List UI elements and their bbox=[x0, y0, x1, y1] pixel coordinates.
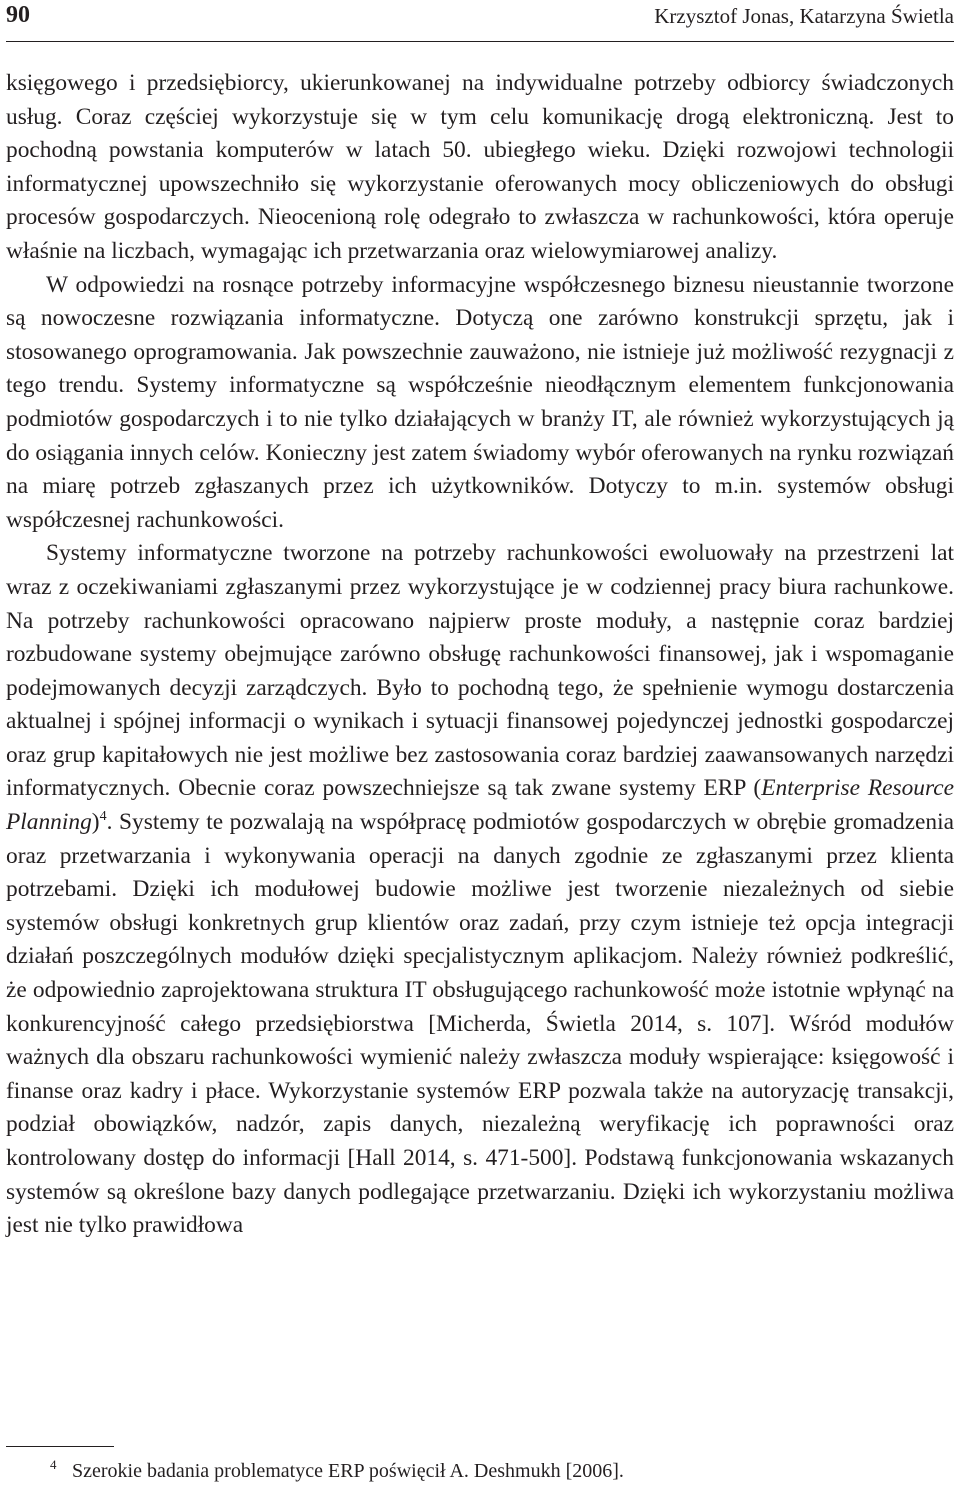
paragraph-text: ) bbox=[91, 809, 100, 836]
page-number: 90 bbox=[6, 2, 30, 28]
paragraph bbox=[6, 269, 954, 538]
footnote-number: 4 bbox=[50, 1457, 57, 1472]
footnote-divider bbox=[6, 1446, 114, 1447]
body-text bbox=[6, 67, 954, 1243]
header-divider bbox=[6, 41, 954, 42]
paragraph-text: W odpowiedzi na rosnące potrzeby informacyjne współczesnego biznesu nieustannie tworzone są nowoczesne rozwiązania informatyczne. Dotyczą one zarówno konstrukcji sprzętu, jak i stosowanego oprogramowania. Jak powszechnie zauważono, nie istnieje już możliwość rezygnacji z tego trendu. Systemy informatyczne są współcześnie nieodłącznym elementem funkcjonowania podmiotów gospodarczych i to nie tylko działających w branży IT, ale również wykorzystujących ją do osiągania innych celów. Konieczny jest zatem świadomy wybór oferowanych na rynku rozwiązań na miarę potrzeb zgłaszanych przez ich użytkowników. Dotyczy to m.in. systemów obsługi współczesnej rachunkowości. bbox=[6, 271, 954, 533]
footnote-reference: 4 bbox=[99, 809, 107, 825]
page-header bbox=[6, 0, 954, 36]
paragraph bbox=[6, 537, 954, 1242]
paragraph-text: Systemy informatyczne tworzone na potrzeby rachunkowości ewoluowały na przestrzeni lat wraz z oczekiwaniami zgłaszanymi przez wykorzystujące je w codziennej pracy biura rachunkowe. Na potrzeby rachunkowości opracowano najpierw proste moduły, a następnie coraz bardziej rozbudowane systemy obejmujące zarówno obsługę rachunkowości finansowej, jak i wspomaganie podejmowanych decyzji zarządczych. Było to pochodną tego, że spełnienie wymogu dostarczenia aktualnej i spójnej informacji o wynikach i sytuacji finansowej pojedynczej jednostki gospodarczej oraz grup kapitałowych nie jest możliwe bez zastosowania coraz bardziej zaawansowanych narzędzi informatycznych. Obecnie coraz powszechniejsze są tak zwane systemy ERP ( bbox=[6, 540, 954, 802]
italic-term: Enterprise Resource Planning bbox=[6, 775, 955, 836]
running-head-authors: Krzysztof Jonas, Katarzyna Świetla bbox=[654, 4, 954, 28]
paragraph-text: . Systemy te pozwalają na współpracę podmiotów gospodarczych w obrębie gromadzenia oraz przetwarzania i wykonywania operacji na danych zgodnie ze zgłaszanymi przez klienta potrzebami. Dzięki ich modułowej budowie możliwe jest tworzenie niezależnych od siebie systemów obsługi konkretnych grup klientów oraz zadań, przy czym istnieje też opcja integracji działań poszczególnych modułów dzięki specjalistycznym aplikacjom. Należy również podkreślić, że odpowiednio zaprojektowana struktura IT obsługującego rachunkowość może istotnie wpłynąć na konkurencyjność całego przedsiębiorstwa [Micherda, Świetla 2014, s. 107]. Wśród modułów ważnych dla obszaru rachunkowości wymienić należy zwłaszcza moduły wspierające: księgowość i finanse oraz kadry i płace. Wykorzystanie systemów ERP pozwala także na autoryzację transakcji, podział obowiązków, nadzór, zapis danych, niezależną weryfikację ich poprawności oraz kontrolowany dostęp do informacji [Hall 2014, s. 471-500]. Podstawą funkcjonowania wskazanych systemów są określone bazy danych podlegające przetwarzaniu. Dzięki ich wykorzystaniu możliwa jest nie tylko prawidłowa bbox=[6, 809, 954, 1239]
paragraph-text: księgowego i przedsiębiorcy, ukierunkowanej na indywidualne potrzeby odbiorcy świadczonych usług. Coraz częściej wykorzystuje się w tym celu komunikację drogą elektroniczną. Jest to pochodną powstania komputerów w latach 50. ubiegłego wieku. Dzięki rozwojowi technologii informatycznej upowszechniło się wykorzystanie oferowanych mocy obliczeniowych do obsługi procesów gospodarczych. Nieocenioną rolę odegrało to zwłaszcza w rachunkowości, która operuje właśnie na liczbach, wymagając ich przetwarzania oraz wielowymiarowej analizy. bbox=[6, 70, 954, 264]
paragraph bbox=[6, 67, 954, 269]
footnote-text: Szerokie badania problematyce ERP poświęcił A. Deshmukh [2006]. bbox=[72, 1460, 624, 1482]
